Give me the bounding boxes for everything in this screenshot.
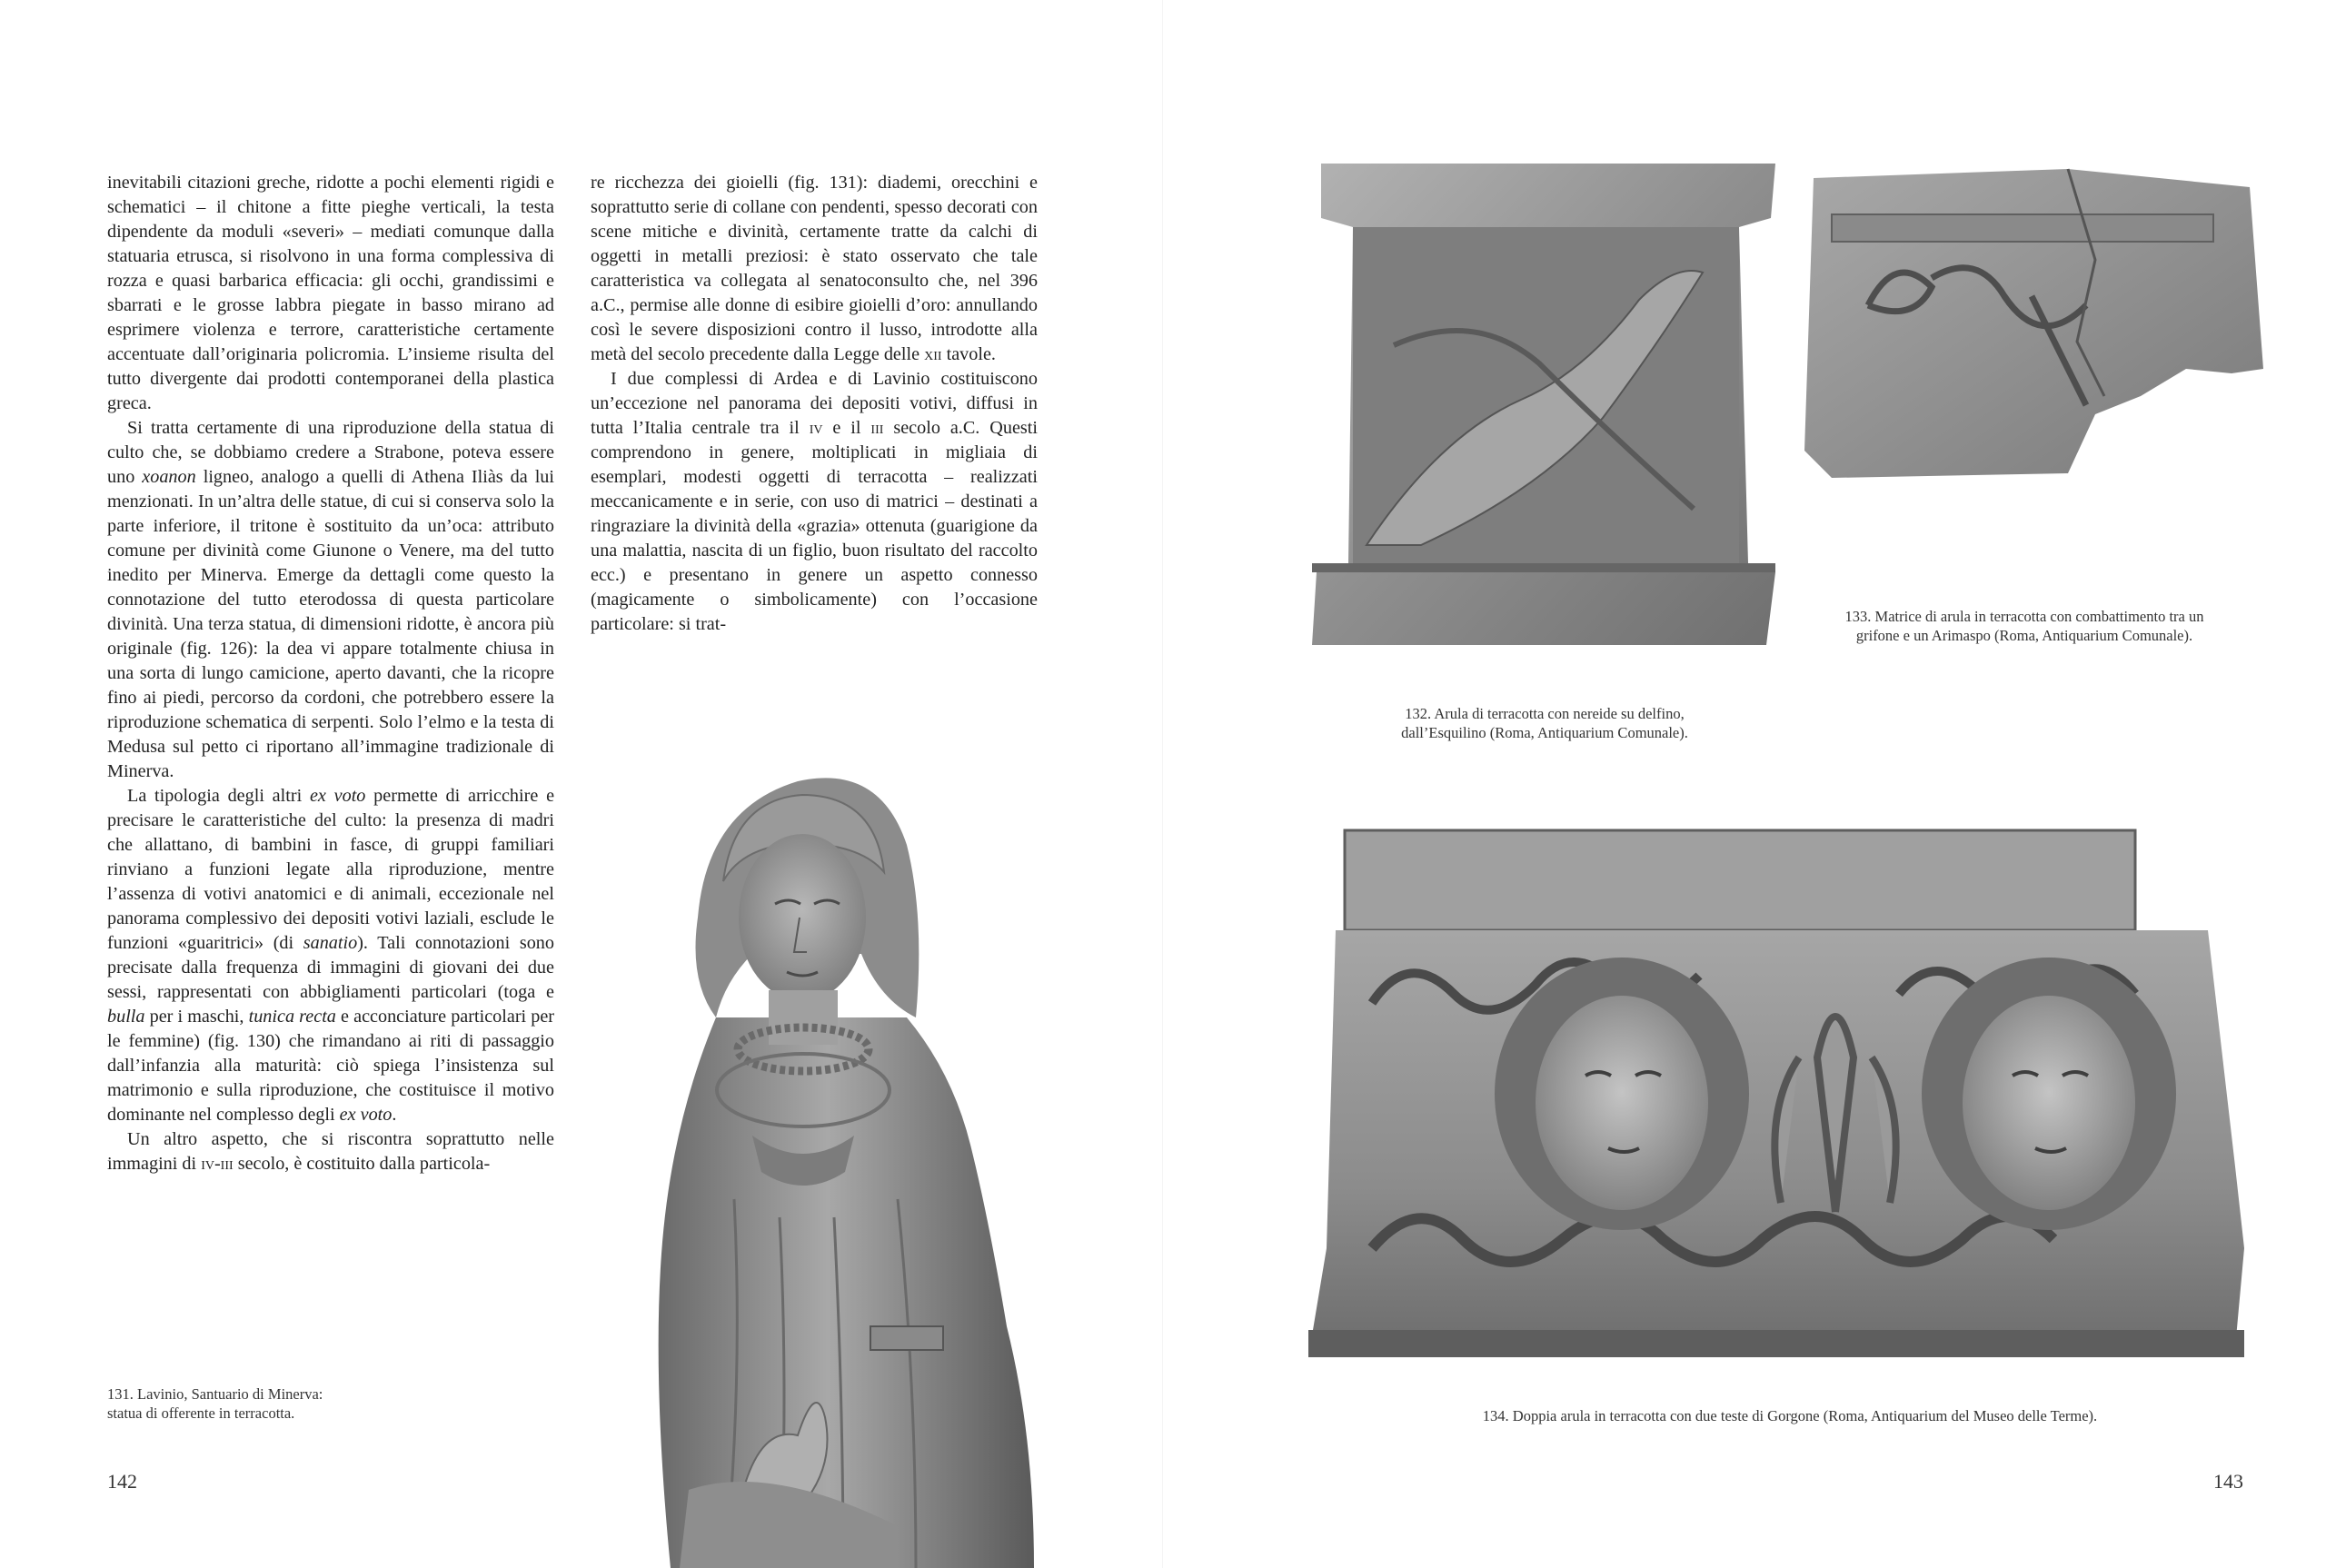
double-arula-gorgon-photo	[1308, 821, 2253, 1366]
text-column-1	[107, 171, 554, 1176]
text-column-2	[591, 171, 1038, 637]
arula-nereid-photo	[1312, 164, 1784, 645]
paragraph: Si tratta certamente di una riproduzione della statua di culto che, se dobbiamo credere a Strabone, poteva essere uno xoanon ligneo, analogo a quelli di Athena Iliàs da lui menzionati. In un’altra delle statue, di cui si conserva solo la parte inferiore, il tritone è sostituito da un’oca: attributo comune per divinità come Giunone o Venere, ma del tutto inedito per Minerva. Emerge da dettagli come questo la connotazione del tutto eterodossa di questa particolare divinità. Una terza statua, di dimensioni ridotte, è ancora più originale (fig. 126): la dea vi appare totalmente chiusa in una sorta di lungo camicione, aperto davanti, che la ricopre fino ai piedi, percorso da cordoni, che potrebbero essere la riproduzione schematica di serpenti. Solo l’elmo e la testa di Medusa sul petto ci riportano all’immagine tradizionale di Minerva.	[107, 418, 555, 781]
figure-caption-131: 131. Lavinio, Santuario di Minerva: statua di offerente in terracotta.	[107, 1385, 323, 1422]
paragraph: I due complessi di Ardea e di Lavinio costituiscono un’eccezione nel panorama dei depositi votivi, diffusi in tutta l’Italia centrale tra il iv e il iii secolo a.C. Questi comprendono in genere, moltiplicati in migliaia di esemplari, modesti oggetti di terracotta – realizzati meccanicamente e in serie, con uso di matrici – destinati a ringraziare la divinità della «grazia» ottenuta (guarigione da una malattia, nascita di un figlio, buon risultato del raccolto ecc.) e presentano in genere un aspetto connesso (magicamente o simbolicamente) con l’occasione particolare: si trat-	[591, 369, 1038, 634]
figure-caption-133: 133. Matrice di arula in terracotta con combattimento tra un grifone e un Arimaspo (Roma, Antiquarium Comunale).	[1844, 608, 2204, 644]
figure-caption-132: 132. Arula di terracotta con nereide su delfino, dall’Esquilino (Roma, Antiquarium Comunale).	[1401, 705, 1688, 741]
page-number: 143	[2213, 1470, 2243, 1493]
paragraph: Un altro aspetto, che si riscontra soprattutto nelle immagini di iv-iii secolo, è costituito dalla particola-	[107, 1129, 554, 1174]
arula-matrix-photo	[1795, 160, 2268, 487]
figure-caption-134: 134. Doppia arula in terracotta con due teste di Gorgone (Roma, Antiquarium del Museo delle Terme).	[1482, 1407, 2098, 1424]
paragraph: inevitabili citazioni greche, ridotte a pochi elementi rigidi e schematici – il chitone a fitte pieghe verticali, la testa dipendente da moduli «severi» – mediati comunque dalla statuaria etrusca, si risolvono in una forma complessiva di rozza e quasi barbarica efficacia: gli occhi, grandissimi e sbarrati e le grosse labbra piegate in basso mirano ad esprimere violenza e terrore, caratteristiche certamente accentuate dall’originaria policromia. L’insieme risulta del tutto divergente dai prodotti contemporanei della plastica greca.	[107, 173, 554, 413]
paragraph: re ricchezza dei gioielli (fig. 131): diademi, orecchini e soprattutto serie di collane con pendenti, spesso decorati con scene mitiche e divinità, certamente tratte da calchi di oggetti in metalli preziosi: è stato osservato che tale caratteristica va collegata al senatoconsulto che, nel 396 a.C., permise alle donne di esibire gioielli d’oro: annullando così le severe disposizioni contro il lusso, introdotte alla metà del secolo precedente dalla Legge delle xii tavole.	[591, 173, 1038, 364]
right-page	[1163, 0, 2326, 1568]
statue-photo	[607, 745, 1079, 1568]
page-number: 142	[107, 1470, 137, 1493]
paragraph: La tipologia degli altri ex voto permette di arricchire e precisare le caratteristiche del culto: la presenza di madri che allattano, di bambini in fasce, di gruppi familiari rinviano a funzioni legate alla riproduzione, mentre l’assenza di votivi anatomici e di animali, eccezionale nel panorama complessivo dei depositi votivi laziali, esclude le funzioni «guaritrici» (di sanatio). Tali connotazioni sono precisate dalla frequenza di immagini di giovani dei due sessi, rappresentati con abbigliamenti particolari (toga e bulla per i maschi, tunica recta e acconciature particolari per le femmine) (fig. 130) che rimandano ai riti di passaggio dall’infanzia alla maturità: ciò spiega l’insistenza sul matrimonio e sulla riproduzione, che costituisce il motivo dominante nel complesso degli ex voto.	[107, 786, 555, 1125]
